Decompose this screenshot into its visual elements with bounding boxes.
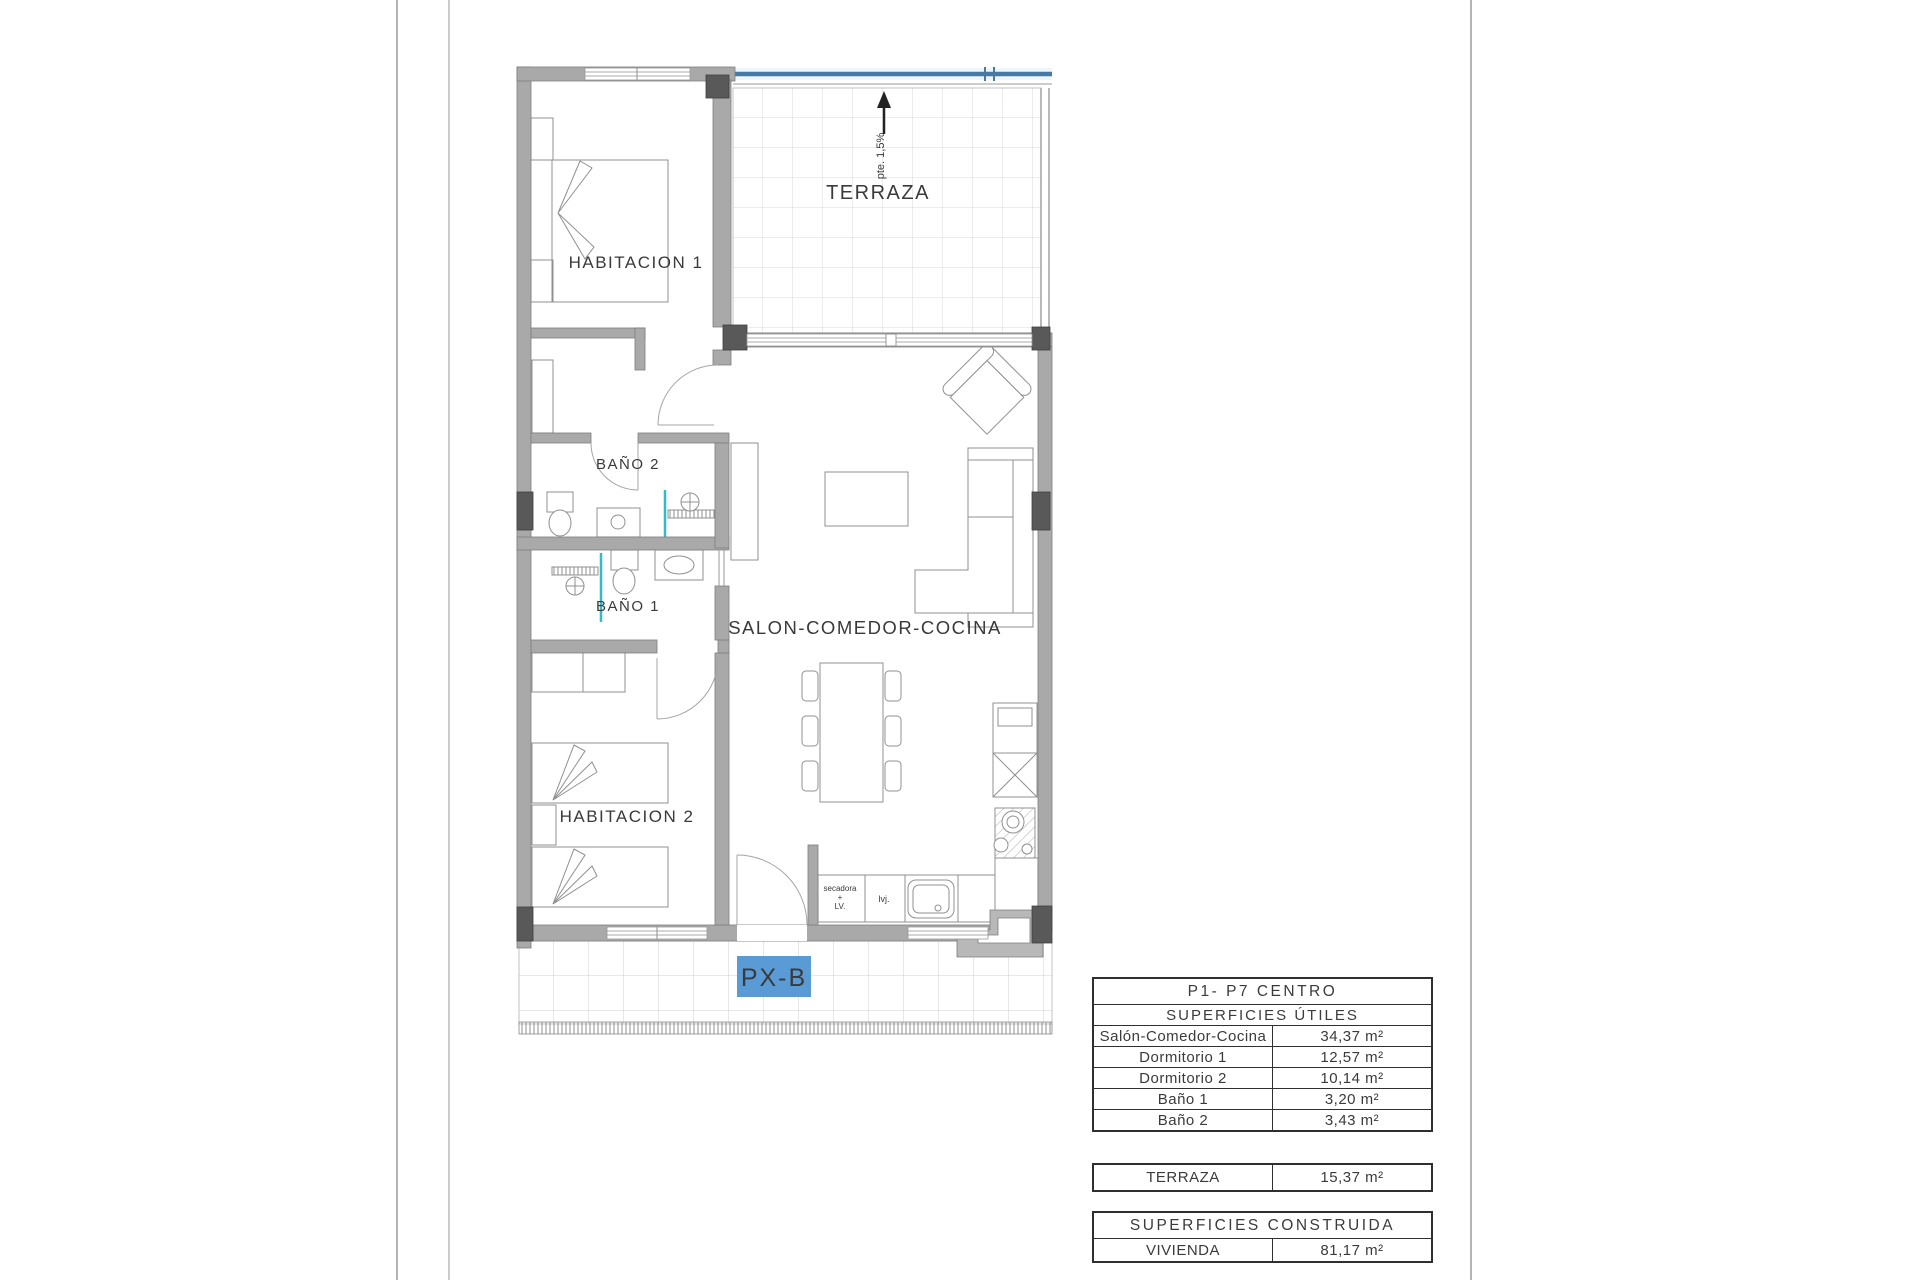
table-row: [1094, 1025, 1431, 1046]
door-entry: [737, 855, 807, 925]
table-row: [1094, 1067, 1431, 1088]
bed-linen-fan: [558, 161, 592, 213]
counter: [818, 875, 995, 922]
bano1-shower: [552, 567, 598, 595]
row-value: 34,37 m²: [1320, 1027, 1384, 1045]
dining-table: [820, 663, 883, 802]
bano2-sink: [597, 508, 640, 537]
door-habitacion2: [657, 658, 718, 719]
row-label: Dormitorio 2: [1094, 1068, 1273, 1088]
row-label: Baño 2: [1094, 1110, 1273, 1130]
terraza-table: [1092, 1163, 1433, 1192]
window-habitacion1: [585, 68, 690, 80]
bano1-toilet: [611, 550, 638, 594]
surfaces-utiles-table: [1092, 977, 1433, 1132]
hob: [994, 808, 1035, 858]
armchair: [940, 342, 1033, 435]
appliance-label: LV.: [834, 902, 846, 911]
bed: [532, 743, 668, 803]
fridge: [993, 753, 1037, 797]
bed: [532, 847, 668, 907]
table-row: [1094, 1238, 1431, 1261]
slider-bano1: [719, 548, 724, 586]
bano1-sink: [655, 550, 703, 580]
coffee-table: [825, 472, 908, 526]
unit-tag-label: PX-B: [740, 964, 808, 992]
tv-sideboard: [731, 443, 758, 560]
row-label: VIVIENDA: [1094, 1239, 1273, 1261]
dining-set: [802, 663, 901, 802]
row-value: 3,20 m²: [1324, 1090, 1380, 1108]
bano2-shower: [668, 493, 715, 518]
row-value: 3,43 m²: [1324, 1111, 1380, 1129]
label-bano2: BAÑO 2: [595, 456, 661, 473]
door-habitacion1: [658, 365, 718, 425]
label-terraza: TERRAZA: [826, 182, 930, 204]
table-row: [1094, 1109, 1431, 1130]
pavement-hatch-strip: [519, 1022, 1052, 1034]
table-title: P1- P7 CENTRO: [1187, 982, 1338, 1000]
row-label: TERRAZA: [1094, 1165, 1273, 1190]
label-bano1: BAÑO 1: [595, 598, 661, 615]
hall-shelf: [532, 360, 553, 433]
window-habitacion2: [607, 927, 707, 939]
wardrobe: [532, 652, 625, 692]
row-value: 15,37 m²: [1320, 1169, 1384, 1186]
row-value: 12,57 m²: [1320, 1048, 1384, 1066]
row-label: Salón-Comedor-Cocina: [1094, 1026, 1273, 1046]
row-label: Dormitorio 1: [1094, 1047, 1273, 1067]
table-row: [1094, 1046, 1431, 1067]
window-kitchen: [908, 927, 988, 939]
habitacion1-furniture: [531, 118, 668, 302]
slope-label: pte. 1,5%: [875, 132, 887, 180]
row-value: 81,17 m²: [1320, 1241, 1384, 1259]
sliding-door-terraza: [747, 334, 1032, 346]
unit-tag: [737, 956, 811, 997]
bano2-toilet: [547, 492, 573, 536]
balustrade: [733, 67, 1052, 84]
label-salon: SALON-COMEDOR-COCINA: [728, 617, 1002, 638]
table-row: [1094, 1088, 1431, 1109]
label-habitacion2: HABITACION 2: [559, 807, 695, 826]
table-row: [1094, 1165, 1431, 1190]
appliance-label: secadora: [823, 884, 857, 893]
sink: [908, 880, 954, 918]
appliance-label: +: [837, 893, 843, 902]
row-value: 10,14 m²: [1320, 1069, 1384, 1087]
salon-furniture: [731, 342, 1034, 802]
appliance-label: lvj.: [878, 894, 890, 904]
table-subtitle: SUPERFICIES ÚTILES: [1094, 1004, 1431, 1025]
row-label: Baño 1: [1094, 1089, 1273, 1109]
terraza-railing: [1041, 88, 1049, 330]
sofa: [915, 448, 1033, 627]
entry-door-opening: [737, 925, 807, 941]
bathroom-fixtures: [532, 360, 715, 622]
table-title: SUPERFICIES CONSTRUIDA: [1129, 1216, 1396, 1234]
habitacion2-furniture: [532, 652, 668, 907]
nightstand: [532, 805, 556, 845]
label-habitacion1: HABITACION 1: [568, 253, 704, 272]
surfaces-construida-table: [1092, 1211, 1433, 1263]
